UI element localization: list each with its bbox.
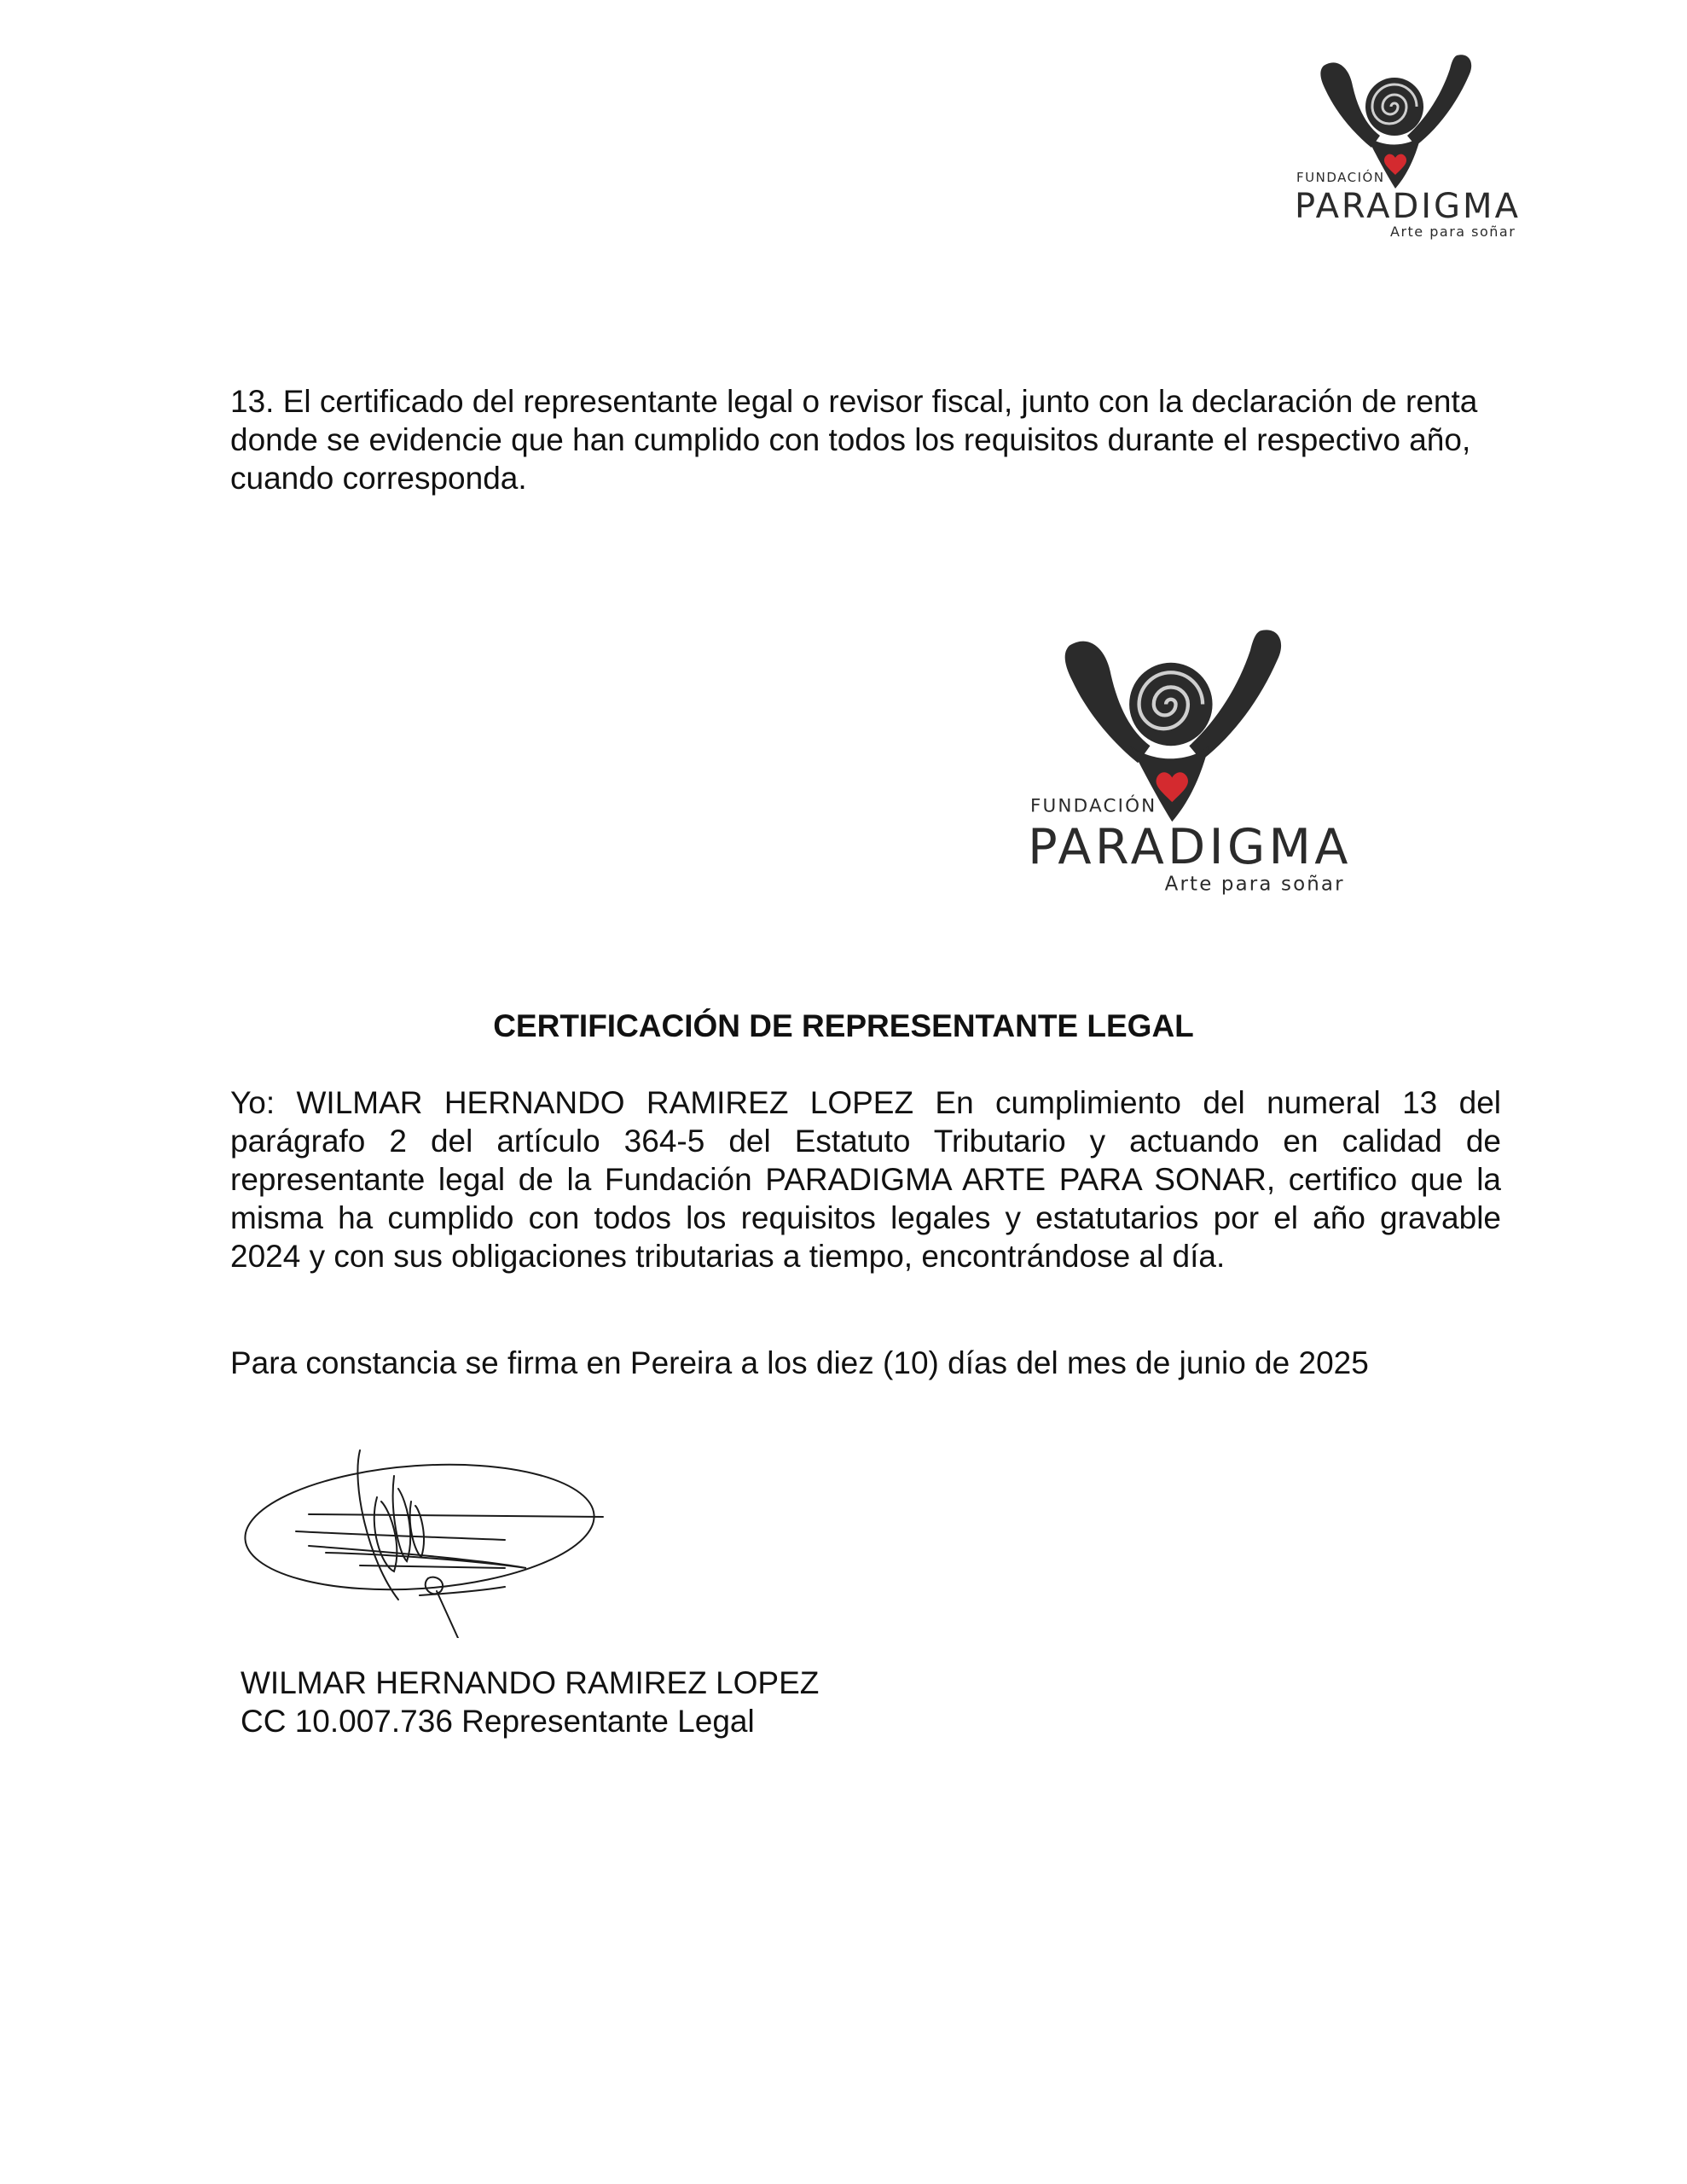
closing-statement: Para constancia se firma en Pereira a los diez (10) días del mes de junio de 2025: [230, 1345, 1369, 1380]
signer-name: WILMAR HERNANDO RAMIREZ LOPEZ: [241, 1665, 820, 1700]
signature: [223, 1416, 616, 1642]
logo-figure-icon: [1320, 55, 1471, 189]
logo-tagline: Arte para soñar: [1390, 224, 1516, 240]
signer-block: [241, 1664, 819, 1740]
paradigma-logo-icon: [994, 614, 1360, 904]
certification-body: Yo: WILMAR HERNANDO RAMIREZ LOPEZ En cumplimiento del numeral 13 del parágrafo 2 del artículo 364-5 del Estatuto Tributario y actuando en calidad de representante legal de la Fundación PARADIGMA ARTE PARA SONAR, certifico que la misma ha cumplido con todos los requisitos legales y estatutarios por el año gravable 2024 y con sus obligaciones tributarias a tiempo, encontrándose al día.: [230, 1085, 1501, 1274]
logo-figure-icon: [1065, 630, 1281, 822]
logo-org-label: FUNDACIÓN: [1296, 170, 1385, 185]
signature-icon: [223, 1416, 616, 1638]
certification-title: CERTIFICACIÓN DE REPRESENTANTE LEGAL: [493, 1008, 1194, 1043]
center-logo: [994, 614, 1360, 904]
logo-tagline: Arte para soñar: [1164, 873, 1345, 896]
logo-org-name: PARADIGMA: [1295, 187, 1521, 226]
requirement-paragraph: 13. El certificado del representante legal o revisor fiscal, junto con la declaración de renta donde se evidencie que han cumplido con todos los requisitos durante el respectivo año, cuando corresponda.: [230, 384, 1478, 496]
paradigma-logo-icon: [1271, 47, 1527, 243]
logo-org-label: FUNDACIÓN: [1030, 795, 1157, 817]
signer-id-role: CC 10.007.736 Representante Legal: [241, 1704, 755, 1739]
header-logo: [1271, 47, 1527, 243]
logo-org-name: PARADIGMA: [1028, 817, 1352, 875]
